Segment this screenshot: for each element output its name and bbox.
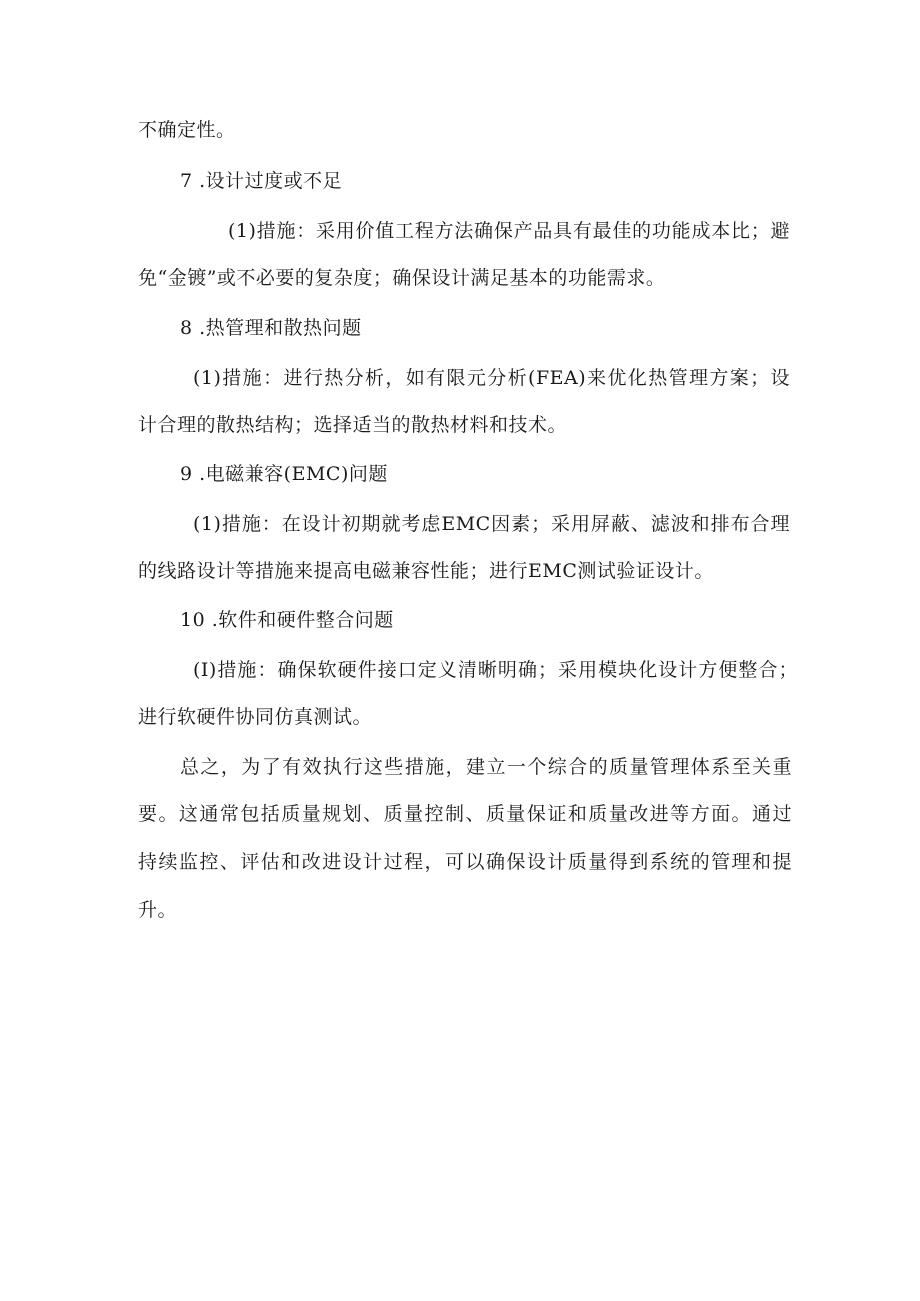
paragraph-line: 免“金镀”或不必要的复杂度；确保设计满足基本的功能需求。	[138, 267, 666, 289]
paragraph-line: 进行软硬件协同仿真测试。	[138, 706, 373, 728]
section-heading-8: 8 .热管理和散热问题	[180, 317, 362, 339]
section-heading-10: 10 .软件和硬件整合问题	[180, 609, 394, 631]
paragraph-line: 不确定性。	[138, 119, 236, 141]
summary-paragraph-line: 持续监控、评估和改进设计过程，可以确保设计质量得到系统的管理和提	[138, 851, 792, 873]
section-heading-7: 7 .设计过度或不足	[180, 170, 343, 192]
paragraph-line: (1)措施：采用价值工程方法确保产品具有最佳的功能成本比；避	[228, 220, 790, 242]
paragraph-line: (I)措施：确保软硬件接口定义清晰明确；采用模块化设计方便整合；	[193, 659, 798, 681]
paragraph-line: (1)措施：进行热分析，如有限元分析(FEA)来优化热管理方案；设	[193, 367, 790, 389]
paragraph-line: 的线路设计等措施来提高电磁兼容性能；进行EMC测试验证设计。	[138, 560, 714, 582]
summary-paragraph-line: 升。	[138, 899, 178, 921]
section-heading-9: 9 .电磁兼容(EMC)问题	[180, 463, 388, 485]
paragraph-line: 计合理的散热结构；选择适当的散热材料和技术。	[138, 414, 568, 436]
paragraph-line: (1)措施：在设计初期就考虑EMC因素；采用屏蔽、滤波和排布合理	[193, 513, 790, 535]
summary-paragraph-line: 总之，为了有效执行这些措施，建立一个综合的质量管理体系至关重	[180, 756, 792, 778]
summary-paragraph-line: 要。这通常包括质量规划、质量控制、质量保证和质量改进等方面。通过	[138, 803, 792, 825]
